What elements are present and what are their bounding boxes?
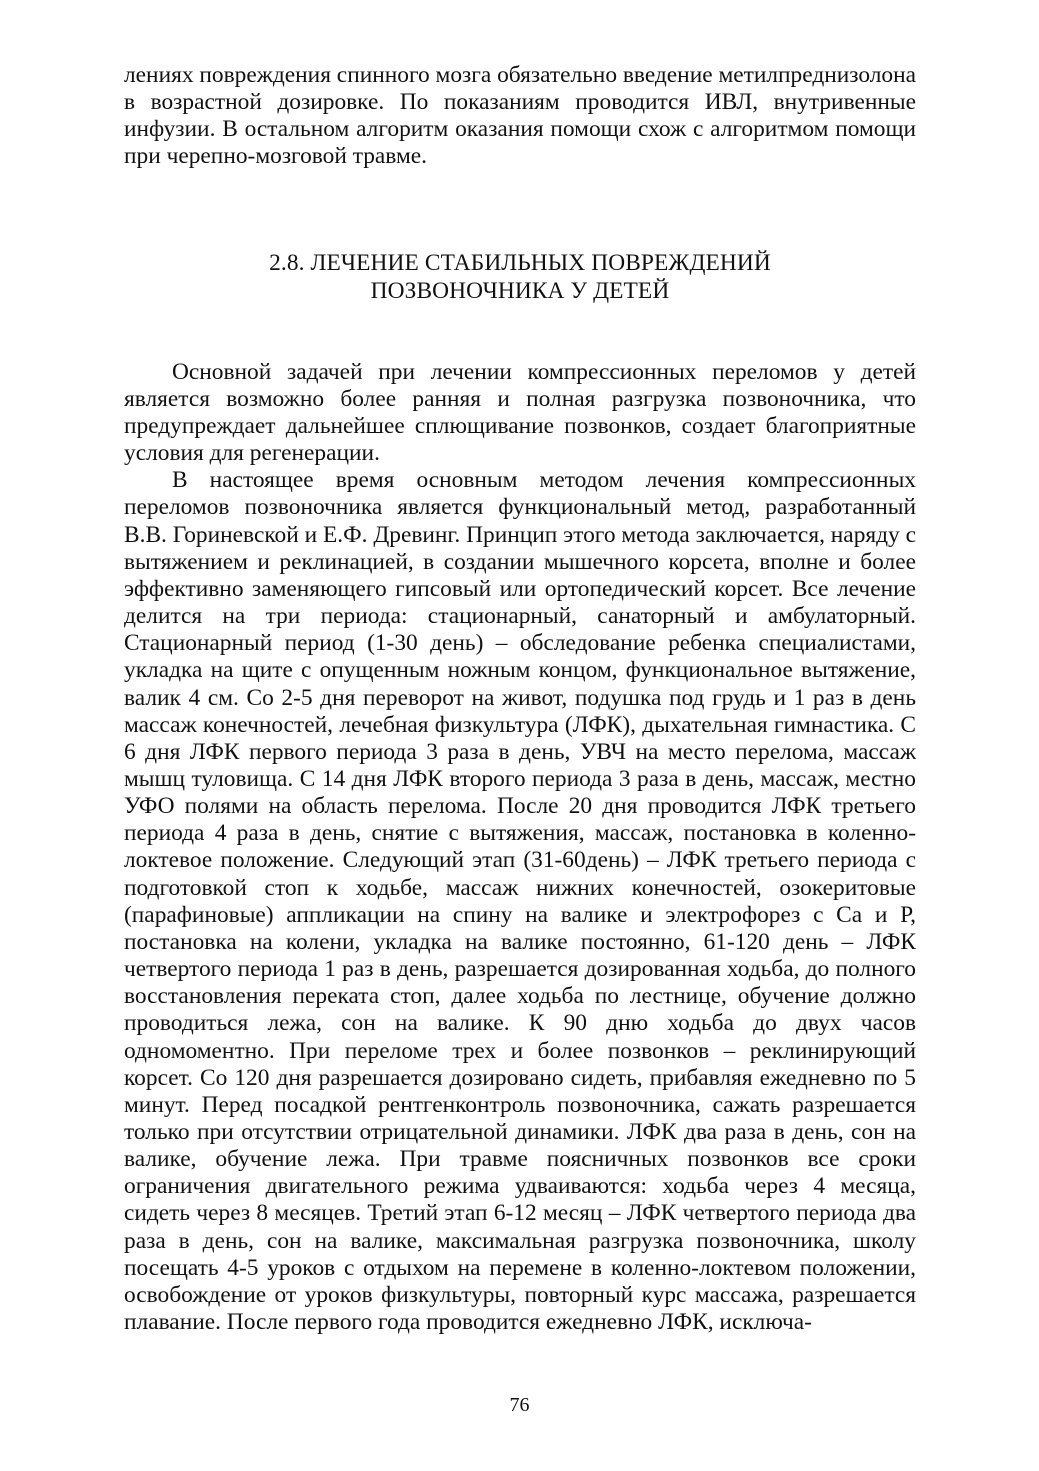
page-body — [124, 62, 916, 1336]
section-heading-line-1: 2.8. ЛЕЧЕНИЕ СТАБИЛЬНЫХ ПОВРЕЖДЕНИЙ — [269, 249, 771, 276]
intro-paragraph: лениях повреждения спинного мозга обязательно введение метилпреднизолона в возрастной дозировке. По показаниям проводится ИВЛ, внутривенные инфузии. В остальном алгоритм оказания помощи схож с алгоритмом помощи при черепно-мозговой травме. — [124, 62, 917, 170]
body-paragraph-1: Основной задачей при лечении компрессионных переломов у детей является возможно более ранняя и полная разгрузка позвоночника, что предупреждает дальнейшее сплющивание позвонков, создает благоприятные условия для регенерации. — [124, 358, 916, 467]
section-heading-line-2: ПОЗВОНОЧНИКА У ДЕТЕЙ — [370, 277, 670, 304]
body-paragraph-2: В настоящее время основным методом лечения компрессионных переломов позвоночника является функциональный метод, разработанный В.В. Гориневской и Е.Ф. Древинг. Принцип этого метода заключается, наряду с вытяжением и реклинацией, в создании мышечного корсета, вполне и более эффективно заменяющего гипсовый или ортопедический корсет. Все лечение делится на три периода: стационарный, санаторный и амбулаторный. Стационарный период (1-30 день) – обследование ребенка специалистами, укладка на щите с опущенным ножным концом, функциональное вытяжение, валик 4 см. Со 2-5 дня переворот на живот, подушка под грудь и 1 раз в день массаж конечностей, лечебная физкультура (ЛФК), дыхательная гимнастика. С 6 дня ЛФК первого периода 3 раза в день, УВЧ на место перелома, массаж мышц туловища. С 14 дня ЛФК второго периода 3 раза в день, массаж, местно УФО полями на область перелома. После 20 дня проводится ЛФК третьего периода 4 раза в день, снятие с вытяжения, массаж, постановка в коленно-локтевое положение. Следующий этап (31-60день) – ЛФК третьего периода с подготовкой стоп к ходьбе, массаж нижних конечностей, озокеритовые (парафиновые) аппликации на спину на валике и электрофорез с Са и Р, постановка на колени, укладка на валике постоянно, 61-120 день – ЛФК четвертого периода 1 раз в день, разрешается дозированная ходьба, до полного восстановления переката стоп, далее ходьба по лестнице, обучение должно проводиться лежа, сон на валике. К 90 дню ходьба до двух часов одномоментно. При переломе трех и более позвонков – реклинирующий корсет. Со 120 дня разрешается дозировано сидеть, прибавляя ежедневно по 5 минут. Перед посадкой рентгенконтроль позвоночника, сажать разрешается только при отсутствии отрицательной динамики. ЛФК два раза в день, сон на валике, обучение лежа. При травме поясничных позвонков все сроки ограничения двигательного режима удваиваются: ходьба через 4 месяца, сидеть через 8 месяцев. Третий этап 6-12 месяц – ЛФК четвертого периода два раза в день, сон на валике, максимальная разгрузка позвоночника, школу посещать 4-5 уроков с отдыхом на перемене в коленно-локтевом положении, освобождение от уроков физкультуры, повторный курс массажа, разрешается плавание. После первого года проводится ежедневно ЛФК, исключа- — [124, 467, 916, 1336]
page-number: 76 — [509, 1394, 530, 1416]
section-heading — [124, 249, 916, 305]
